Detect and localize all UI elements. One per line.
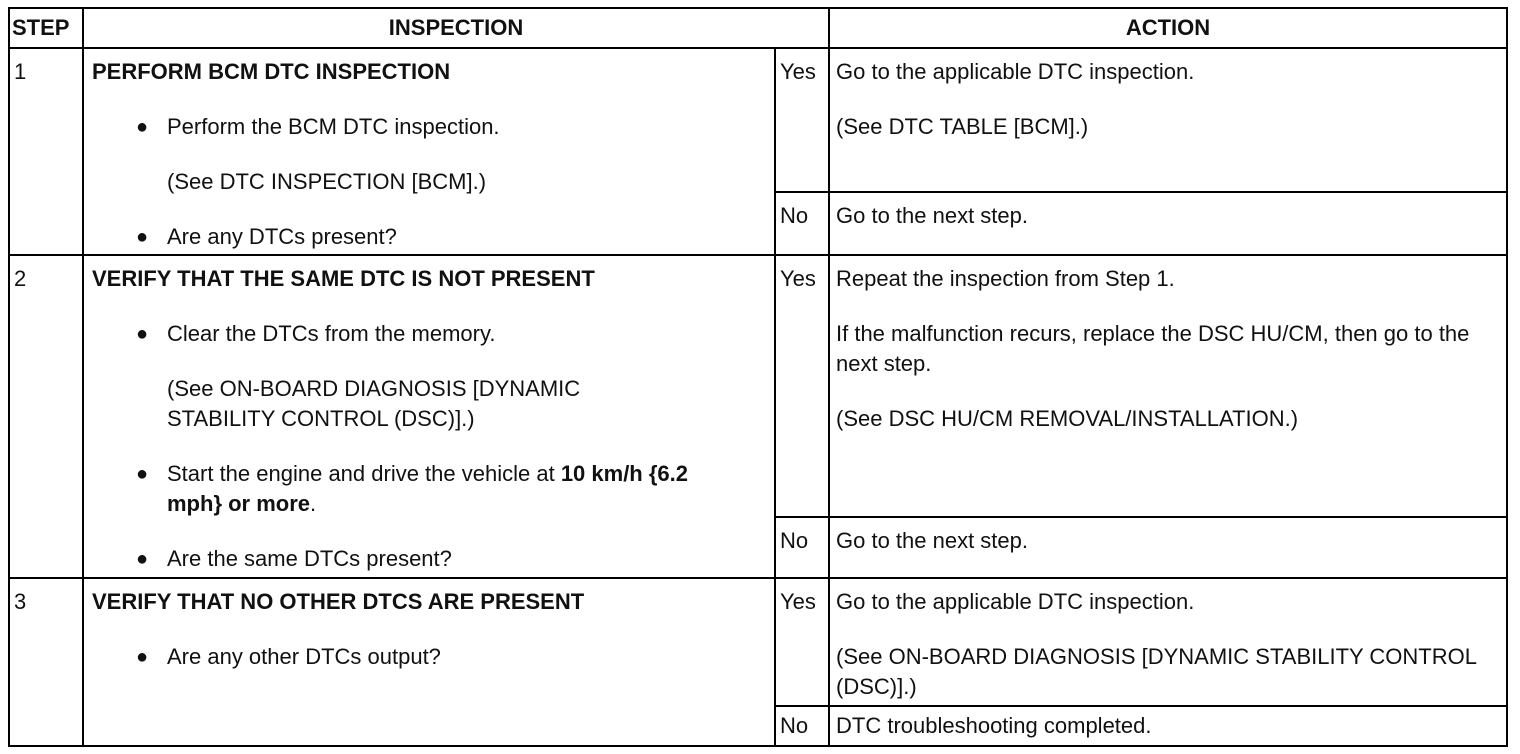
bullet-icon: ●	[136, 322, 149, 345]
step-title: PERFORM BCM DTC INSPECTION	[92, 59, 451, 85]
step-number: 2	[9, 255, 83, 578]
header-row	[9, 8, 1507, 48]
table-row	[9, 48, 1507, 192]
reference-text: (See DTC INSPECTION [BCM].)	[167, 169, 487, 195]
bullet-text: Are the same DTCs present?	[167, 545, 452, 571]
bullet-item	[92, 459, 768, 519]
header-inspection: INSPECTION	[83, 8, 829, 48]
bullet-text: Are any DTCs present?	[167, 224, 397, 250]
reference-text: (See ON-BOARD DIAGNOSIS [DYNAMIC STABILITY CONTROL (DSC)].)	[167, 375, 581, 431]
bullet-item	[92, 112, 768, 142]
bullet-icon: ●	[136, 547, 149, 570]
no-action: Go to the next step.	[829, 517, 1507, 577]
action-line: Go to the applicable DTC inspection.	[836, 59, 1195, 85]
step-title: VERIFY THAT NO OTHER DTCS ARE PRESENT	[92, 588, 585, 614]
yes-label: Yes	[775, 255, 829, 518]
no-label: No	[775, 706, 829, 746]
inspection-cell	[83, 578, 775, 747]
yes-action	[829, 255, 1507, 518]
no-action: Go to the next step.	[829, 192, 1507, 254]
no-label: No	[775, 192, 829, 254]
bullet-text: Start the engine and drive the vehicle at	[167, 460, 561, 486]
dtc-inspection-table	[8, 7, 1508, 747]
bullet-item	[92, 222, 768, 252]
bullet-item	[92, 642, 768, 672]
action-line: Go to the applicable DTC inspection.	[836, 588, 1195, 614]
bullet-text: Clear the DTCs from the memory.	[167, 320, 496, 346]
yes-action	[829, 48, 1507, 192]
action-line: (See DSC HU/CM REMOVAL/INSTALLATION.)	[836, 405, 1299, 431]
header-step: STEP	[9, 8, 83, 48]
yes-label: Yes	[775, 578, 829, 706]
inspection-cell	[83, 255, 775, 578]
step-number: 3	[9, 578, 83, 747]
action-line: If the malfunction recurs, replace the DSC HU/CM, then go to the next step.	[836, 320, 1470, 376]
no-action: DTC troubleshooting completed.	[829, 706, 1507, 746]
bullet-text-end: .	[310, 490, 317, 516]
no-label: No	[775, 517, 829, 577]
bullet-text: Are any other DTCs output?	[167, 643, 441, 669]
inspection-cell	[83, 48, 775, 255]
yes-action	[829, 578, 1507, 706]
action-line: (See ON-BOARD DIAGNOSIS [DYNAMIC STABILITY CONTROL (DSC)].)	[836, 643, 1477, 699]
action-line: (See DTC TABLE [BCM].)	[836, 114, 1089, 140]
bullet-item	[92, 544, 768, 574]
bullet-bold-text: 10 km/h {6.2 mph} or more	[167, 460, 688, 516]
bullet-icon: ●	[136, 226, 149, 249]
action-line: Repeat the inspection from Step 1.	[836, 265, 1175, 291]
bullet-icon: ●	[136, 462, 149, 485]
bullet-text: Perform the BCM DTC inspection.	[167, 114, 500, 140]
header-action: ACTION	[829, 8, 1507, 48]
step-number: 1	[9, 48, 83, 255]
bullet-item	[92, 319, 768, 349]
bullet-icon: ●	[136, 116, 149, 139]
yes-label: Yes	[775, 48, 829, 192]
table-row	[9, 578, 1507, 706]
bullet-icon: ●	[136, 645, 149, 668]
table-row	[9, 255, 1507, 518]
step-title: VERIFY THAT THE SAME DTC IS NOT PRESENT	[92, 265, 595, 291]
